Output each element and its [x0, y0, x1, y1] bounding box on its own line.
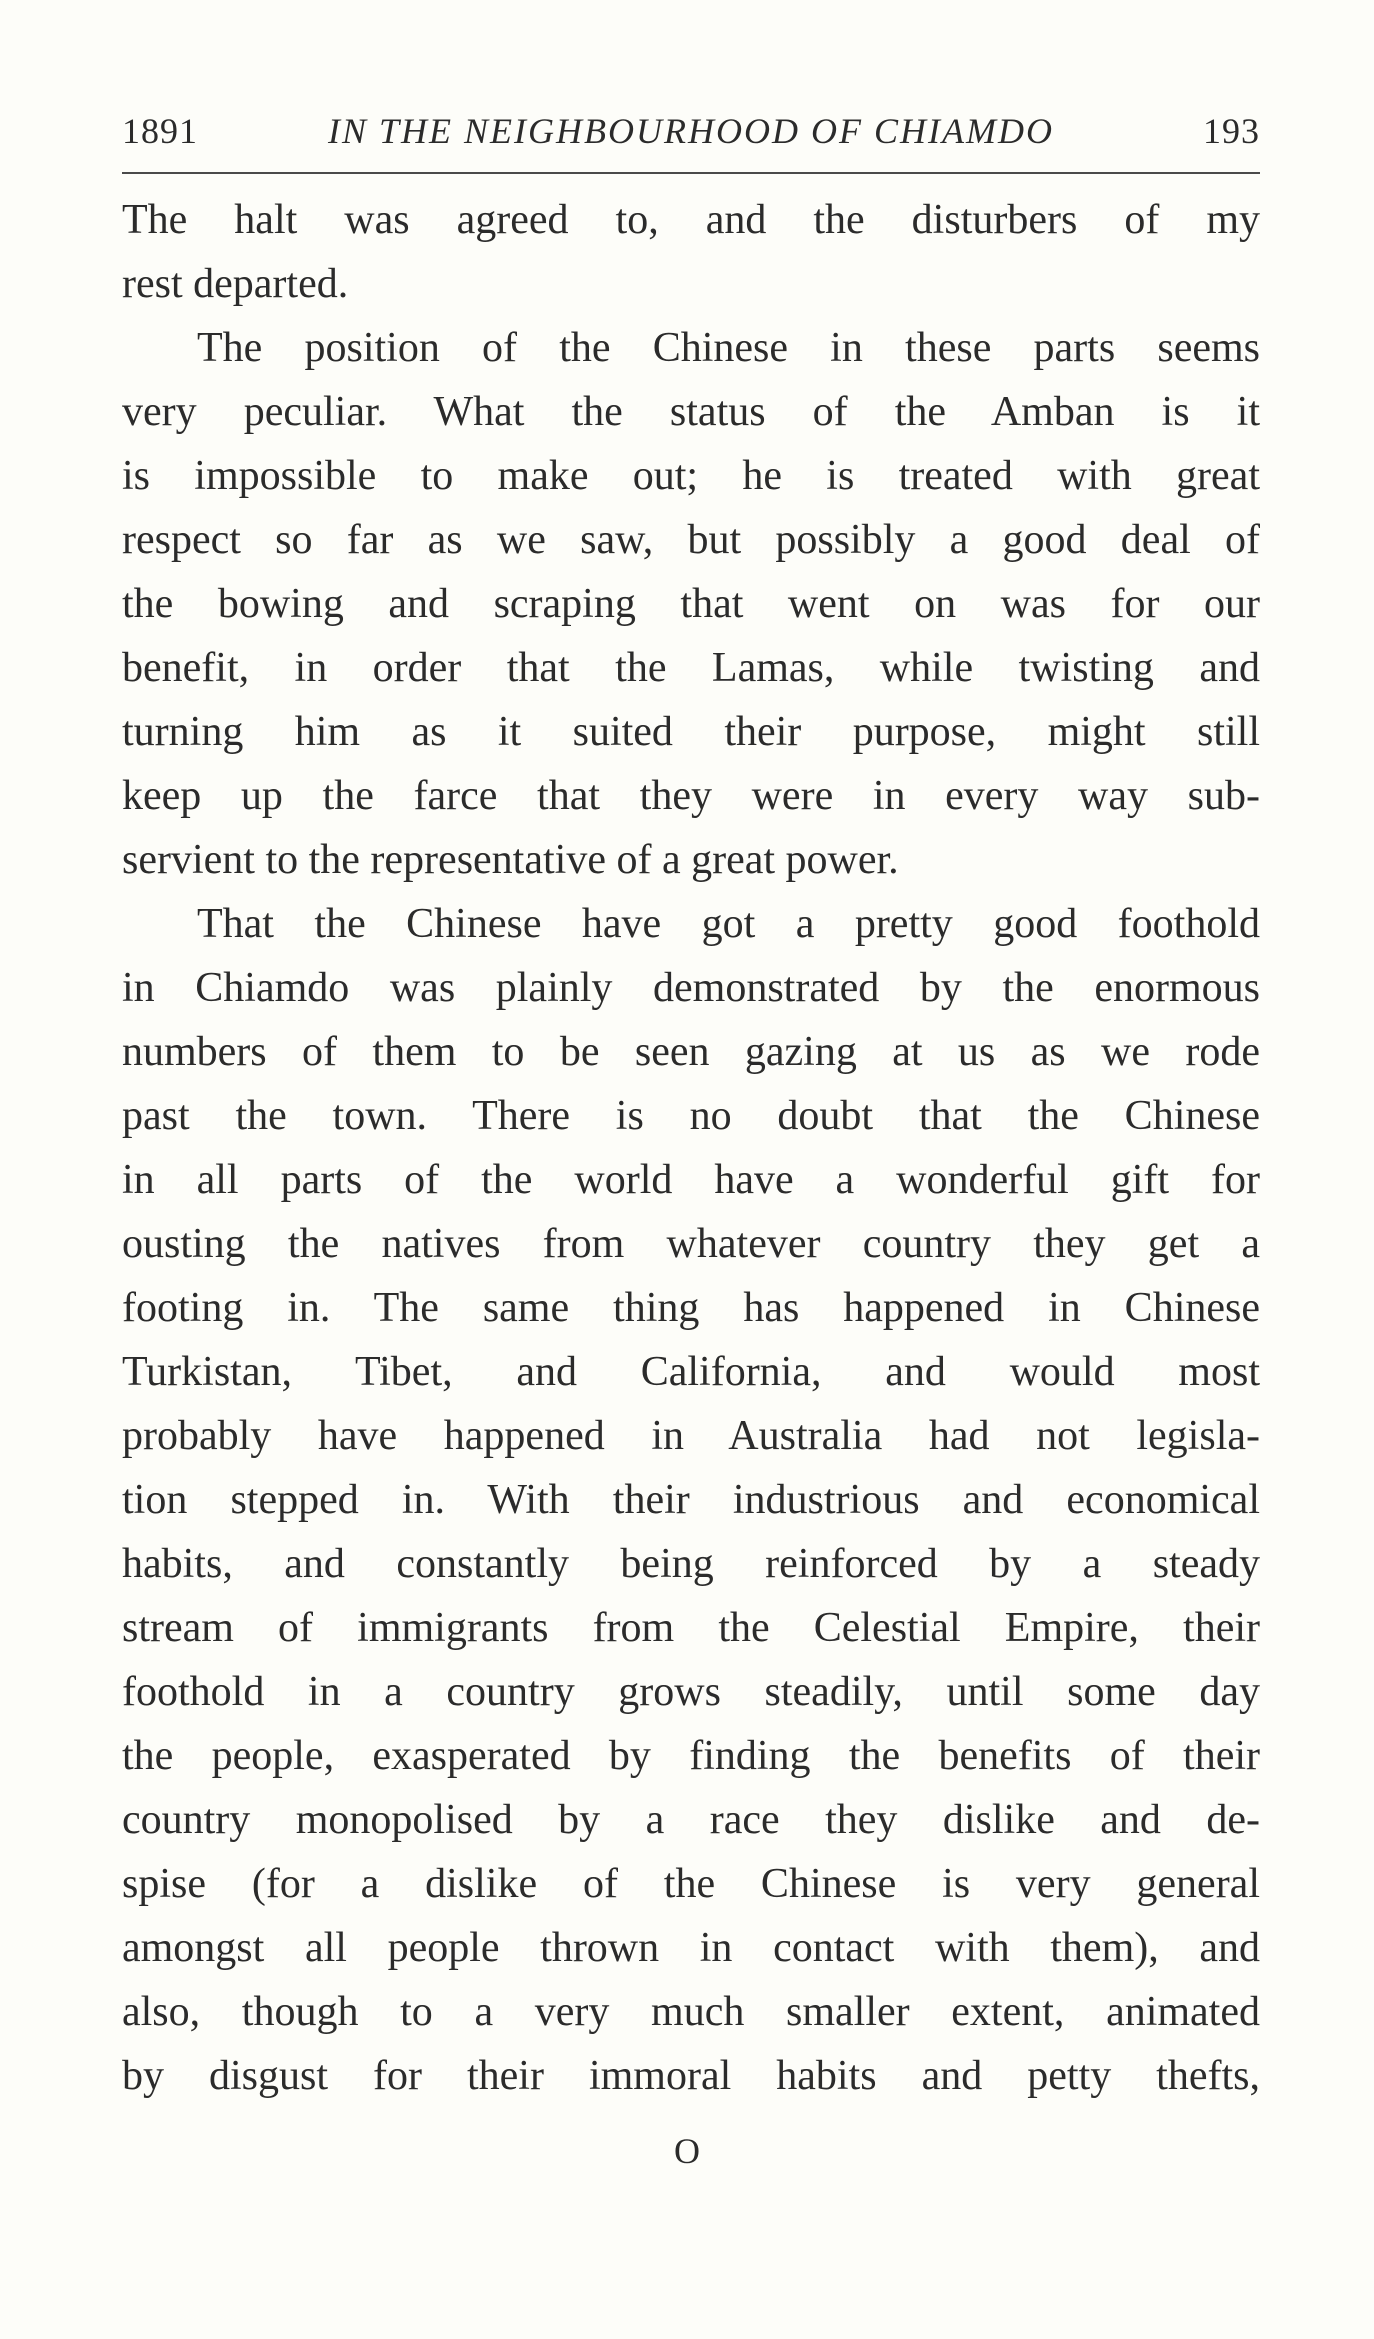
text-line: also, though to a very much smaller extent, animated: [122, 1989, 1260, 2035]
page-number: 193: [1203, 111, 1260, 151]
text-line: in Chiamdo was plainly demonstrated by the enormous: [122, 965, 1260, 1011]
text-line: stream of immigrants from the Celestial Empire, their: [122, 1605, 1260, 1651]
header-rule: [122, 172, 1260, 174]
text-line: foothold in a country grows steadily, until some day: [122, 1669, 1260, 1715]
body-text: [122, 188, 1260, 2108]
header-title: IN THE NEIGHBOURHOOD OF CHIAMDO: [328, 111, 1054, 151]
running-head: [122, 100, 1260, 160]
text-line: amongst all people thrown in contact with them), and: [122, 1925, 1260, 1971]
text-line: country monopolised by a race they dislike and de-: [122, 1797, 1260, 1843]
text-line: footing in. The same thing has happened in Chinese: [122, 1285, 1260, 1331]
text-line: is impossible to make out; he is treated with great: [122, 453, 1260, 499]
text-line: probably have happened in Australia had not legisla-: [122, 1413, 1260, 1459]
text-line: The halt was agreed to, and the disturbers of my: [122, 197, 1260, 243]
text-line: servient to the representative of a great power.: [122, 837, 899, 883]
text-line: spise (for a dislike of the Chinese is very general: [122, 1861, 1260, 1907]
text-line: the bowing and scraping that went on was for our: [122, 581, 1260, 627]
text-line: Turkistan, Tibet, and California, and would most: [122, 1349, 1260, 1395]
text-line: the people, exasperated by finding the benefits of their: [122, 1733, 1260, 1779]
text-line: keep up the farce that they were in every way sub-: [122, 773, 1260, 819]
text-line: The position of the Chinese in these parts seems: [197, 325, 1260, 371]
text-line: turning him as it suited their purpose, might still: [122, 709, 1260, 755]
text-line: benefit, in order that the Lamas, while twisting and: [122, 645, 1260, 691]
text-line: That the Chinese have got a pretty good foothold: [197, 901, 1260, 947]
text-line: by disgust for their immoral habits and petty thefts,: [122, 2053, 1260, 2099]
text-line: numbers of them to be seen gazing at us as we rode: [122, 1029, 1260, 1075]
text-line: rest departed.: [122, 261, 349, 307]
text-line: very peculiar. What the status of the Amban is it: [122, 389, 1260, 435]
text-line: tion stepped in. With their industrious and economical: [122, 1477, 1260, 1523]
text-line: ousting the natives from whatever country they get a: [122, 1221, 1260, 1267]
text-line: respect so far as we saw, but possibly a good deal of: [122, 517, 1260, 563]
signature-mark: O: [674, 2131, 700, 2171]
text-line: in all parts of the world have a wonderful gift for: [122, 1157, 1260, 1203]
header-year: 1891: [122, 111, 198, 151]
text-line: past the town. There is no doubt that the Chinese: [122, 1093, 1260, 1139]
text-line: habits, and constantly being reinforced by a steady: [122, 1541, 1260, 1587]
